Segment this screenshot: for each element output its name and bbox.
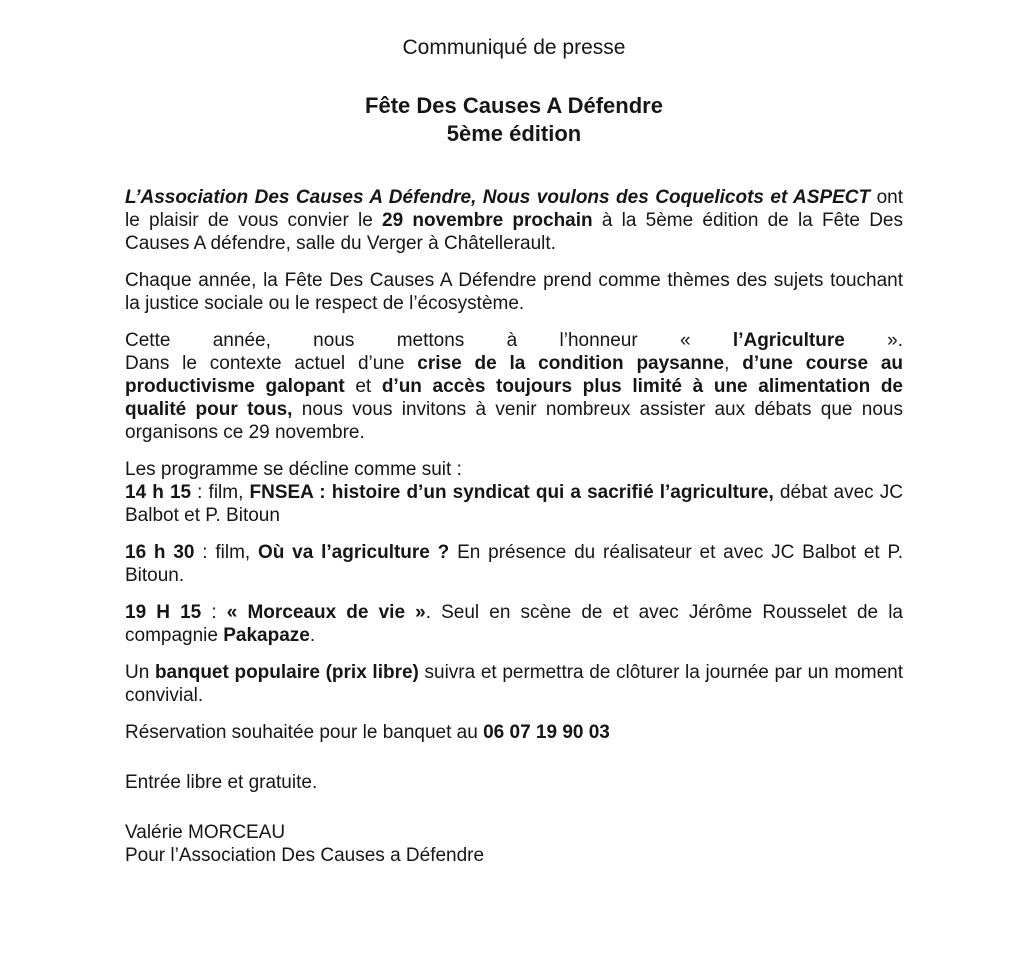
text-run: :	[201, 602, 227, 623]
text-run: Cette année, nous mettons à l’honneur «	[125, 330, 733, 351]
text-run: crise de la condition paysanne	[417, 353, 725, 374]
text-run: . Seul en scène de et avec Jérôme Rousselet de la compagnie	[125, 602, 903, 646]
text-run: ».	[844, 330, 904, 351]
text-run: banquet populaire (prix libre)	[154, 662, 419, 683]
document-title-line-2: 5ème édition	[446, 121, 582, 146]
text-run: .	[309, 625, 316, 646]
text-run: Pakapaze	[223, 625, 310, 646]
paragraph-themes	[125, 269, 903, 315]
programme-item-19h15	[125, 601, 903, 647]
signature-name	[125, 821, 903, 844]
text-run: Un	[125, 662, 155, 683]
text-run: Les programme se décline comme suit :	[125, 459, 462, 480]
text-run: Entrée libre et gratuite.	[125, 772, 318, 793]
text-run: ,	[724, 353, 743, 374]
text-run: d’un accès toujours plus limité à une alimentation de qualité pour tous,	[125, 376, 903, 420]
paragraph-contexte	[125, 352, 903, 444]
text-run: Dans le contexte actuel d’une	[125, 353, 418, 374]
text-run: et	[344, 376, 382, 397]
document-kicker: Communiqué de presse	[402, 36, 626, 59]
text-run: 06 07 19 90 03	[483, 722, 610, 743]
text-run: l’Agriculture	[732, 330, 845, 351]
document-body	[125, 186, 903, 867]
text-run: : film,	[194, 542, 258, 563]
text-run: FNSEA : histoire d’un syndicat qui a sacrifié l’agriculture,	[249, 482, 774, 503]
text-run: 19 H 15	[125, 602, 202, 623]
text-run: : film,	[191, 482, 250, 503]
document-title	[125, 92, 903, 148]
text-run: 29 novembre prochain	[382, 210, 593, 231]
text-run: L’Association Des Causes A Défendre, Nous voulons des Coquelicots et ASPECT	[125, 187, 871, 208]
programme-intro	[125, 458, 903, 481]
text-run: Où va l’agriculture ?	[258, 542, 450, 563]
text-run: 16 h 30	[125, 542, 195, 563]
text-run: Réservation souhaitée pour le banquet au	[125, 722, 484, 743]
text-run: débat avec JC Balbot et P. Bitoun	[125, 482, 903, 526]
text-run: 14 h 15	[125, 482, 192, 503]
signature-role	[125, 844, 903, 867]
paragraph-reservation	[125, 721, 903, 744]
document-title-line-1: Fête Des Causes A Défendre	[365, 93, 663, 118]
paragraph-banquet	[125, 661, 903, 707]
paragraph-entree	[125, 771, 903, 794]
text-run: à la 5ème édition de la Fête Des Causes A défendre, salle du Verger à Châtellerault.	[125, 210, 903, 254]
paragraph-honneur	[125, 329, 903, 352]
text-run: ont le plaisir de vous convier le	[125, 187, 903, 231]
text-run: Chaque année, la Fête Des Causes A Défendre prend comme thèmes des sujets touchant la justice sociale ou le respect de l’écosystème.	[125, 270, 903, 314]
text-run: En présence du réalisateur et avec JC Balbot et P. Bitoun.	[125, 542, 903, 586]
text-run: nous vous invitons à venir nombreux assister aux débats que nous organisons ce 29 novembre.	[125, 399, 903, 443]
text-run: Pour l’Association Des Causes a Défendre	[125, 845, 485, 866]
programme-item-16h30	[125, 541, 903, 587]
programme-item-14h15	[125, 481, 903, 527]
text-run: d’une course au productivisme galopant	[125, 353, 904, 397]
paragraph-invitation	[125, 186, 903, 255]
text-run: suivra et permettra de clôturer la journée par un moment convivial.	[125, 662, 903, 706]
text-run: « Morceaux de vie »	[226, 602, 426, 623]
text-run: Valérie MORCEAU	[125, 822, 286, 843]
